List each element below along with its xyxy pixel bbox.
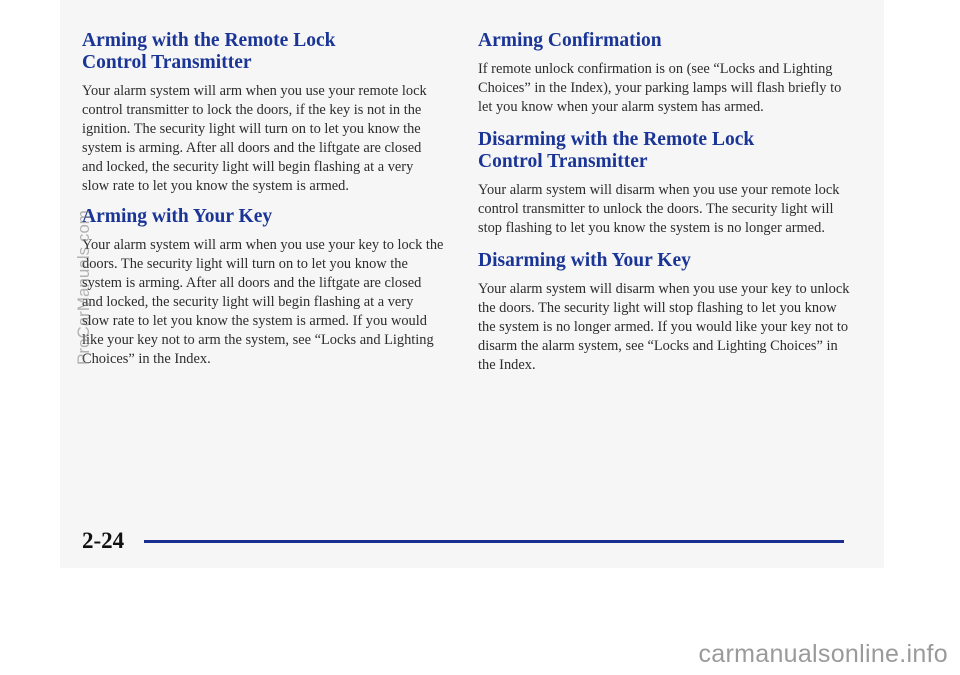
section-arming-remote (82, 30, 444, 196)
heading-disarming-remote (478, 129, 850, 173)
heading-line: Disarming with the Remote Lock (478, 129, 755, 150)
paragraph-arming-confirmation: If remote unlock confirmation is on (see “Locks and Lighting Choices” in the Index), your parking lamps will flash briefly to let you know when your alarm system has armed. (478, 61, 842, 115)
heading-arming-key: Arming with Your Key (82, 206, 273, 227)
section-disarming-key (478, 250, 850, 375)
section-disarming-remote (478, 129, 850, 238)
paragraph-disarming-remote: Your alarm system will disarm when you use your remote lock control transmitter to unlock the doors. The security light will stop flashing to let you know the system is no longer armed. (478, 182, 840, 236)
footer-rule (144, 540, 844, 543)
paragraph-arming-remote: Your alarm system will arm when you use your remote lock control transmitter to lock the doors, if the key is not in the ignition. The security light will turn on to let you know the system is arming. After all doors and the liftgate are closed and locked, the security light will begin flashing at a very slow rate to let you know the system is armed. (82, 83, 427, 194)
page-footer (82, 528, 862, 558)
paragraph-disarming-key: Your alarm system will disarm when you use your key to unlock the doors. The security light will stop flashing to let you know the system is no longer armed. If you would like your key not to disarm the alarm system, see “Locks and Lighting Choices” in the Index. (478, 281, 850, 373)
side-watermark: ProCarManuals.com (74, 210, 93, 365)
heading-line: Control Transmitter (82, 52, 252, 73)
site-watermark-link[interactable]: carmanualsonline.info (698, 640, 948, 668)
section-arming-key (82, 206, 444, 369)
left-column (82, 30, 444, 369)
manual-page (60, 0, 884, 568)
heading-arming-confirmation: Arming Confirmation (478, 30, 662, 51)
page-number: 2-24 (82, 528, 125, 553)
heading-line: Arming with the Remote Lock (82, 30, 336, 51)
heading-arming-remote (82, 30, 444, 74)
section-arming-confirmation (478, 30, 850, 117)
heading-line: Control Transmitter (478, 151, 648, 172)
right-column (478, 30, 850, 375)
paragraph-arming-key: Your alarm system will arm when you use your key to lock the doors. The security light will turn on to let you know the system is arming. After all doors and the liftgate are closed and locked, the security light will begin flashing at a very slow rate to let you know the system is armed. If you would like your key not to arm the system, see “Locks and Lighting Choices” in the Index. (82, 237, 444, 367)
heading-disarming-key: Disarming with Your Key (478, 250, 691, 271)
